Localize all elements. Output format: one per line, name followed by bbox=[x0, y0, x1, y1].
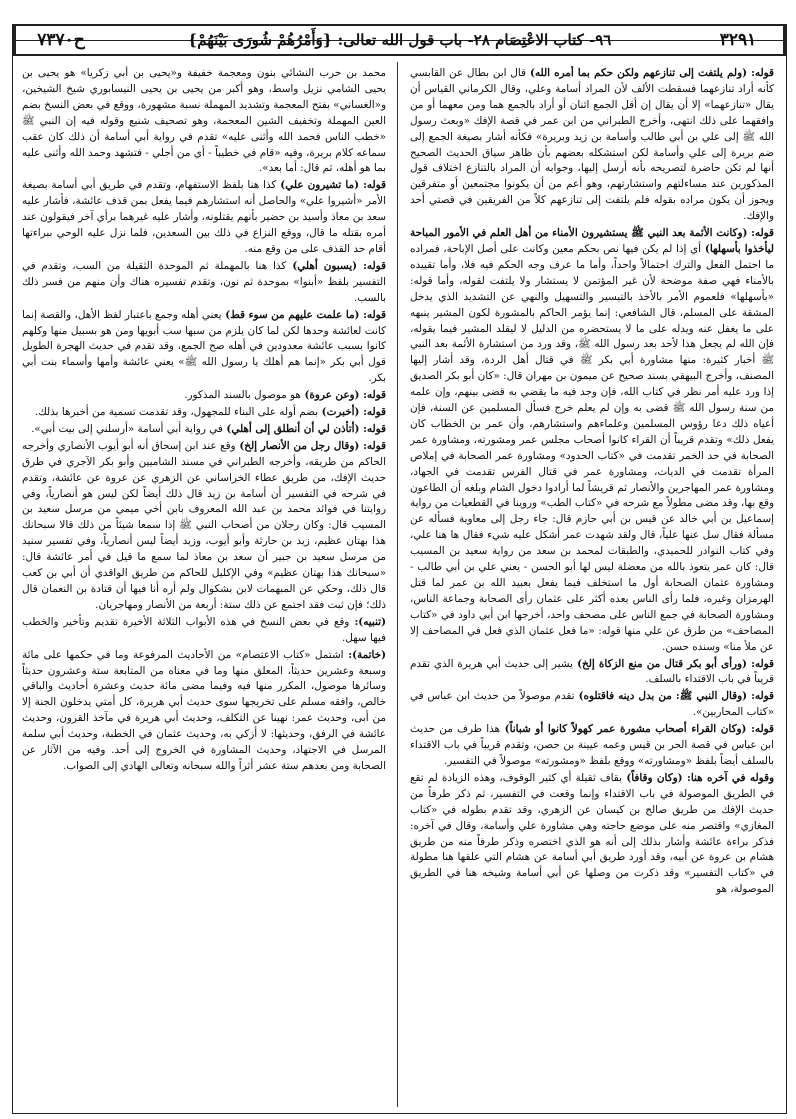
paragraph-text: بضم أوله على البناء للمجهول، وقد تقدمت تسمية من أخبرها بذلك. bbox=[34, 406, 319, 419]
paragraph bbox=[22, 439, 386, 614]
paragraph bbox=[410, 722, 774, 770]
paragraph-heading: قوله: (ما تشيرون علي) bbox=[276, 179, 386, 192]
paragraph-heading: قوله: (ولم يلتفت إلى تنازعهم ولكن حكم بما أمره الله) bbox=[525, 67, 774, 79]
paragraph bbox=[22, 259, 386, 307]
paragraph-text: اشتمل «كتاب الاعتصام» من الأحاديث المرفوعة وما في حكمها على مائة وسبعة وعشرين حديثاً، المعلق منها وما في معناه من المتابعة ستة وعشرون حديثاً وسائرها موصول، المكرر منها فيه وفيما مضى مائة حديث وعشرة أحاديث والباقي خالص، وافقه مسلم على تخريجها سوى حديث أبي هريرة، كل أمتي يدخلون الجنة إلا من أبى، وحديث عمر: نهينا عن التكلف، وحديث أبي هريرة في مآخذ القرون، وحديث عائشة في الرفق، وحديثها: لا أزكي به، وحديث عثمان في الخطبة، وحديث أبي سلمة المرسل في الاجتهاد، وحديث المشاورة في الخروج إلى أحد. وفيه من الآثار عن الصحابة ومن بعدهم ستة عشر أثراً والله سبحانه وتعالى الهادي إلى الصواب. bbox=[22, 648, 386, 772]
paragraph bbox=[410, 771, 774, 898]
paragraph-heading: قوله: (أخبرت) bbox=[318, 406, 386, 419]
paragraph-text: محمد بن حرب النشائي بنون ومعجمة خفيفة و«يحيى بن أبي زكريا» هو يحيى بن يحيى الشامي نزيل واسط، وهو أكبر من يحيى بن يحيى النيسابوري شيخ الشيخين، و«الغساني» بفتح المعجمة وتشديد المهملة نسبة مشهورة، ووقع في بعض النسخ بضم العين المهملة وتخفيف الشين المعجمة، وهو تصحيف شنيع وقوله فيه إن النبي ﷺ «خطب الناس فحمد الله وأثنى عليه» تقدم في رواية أبي أسامة أن ذلك كان عقب سماعه كلام بريرة، وفيه «قام في خطيباً - أي من أجلي - فتشهد وحمد الله وأثنى عليه بما هو أهله، ثم قال: أما بعد». bbox=[22, 67, 386, 175]
paragraph-heading: قوله: (وكانت الأئمة بعد النبي ﷺ يستشيرون الأمناء من أهل العلم في الأمور المباحة ليأخذوا بأسهلها) bbox=[410, 227, 774, 255]
paragraph-text: وقع عند ابن إسحاق أنه أبو أيوب الأنصاري وأخرجه الحاكم من طريقه، وأخرجه الطبراني في مسند الشاميين وأبو بكر الآجري في طرق حديث الإفك، من طريق عطاء الخراساني عن الزهري عن عروة عن عائشة، وتقدم في شرحه في التفسير أن أسامة بن زيد قال ذلك أيضاً لكن ليس هو أنصارياً، وفي روايتنا في فوائد محمد بن عبد الله المعروف بابن أخي ميمي من مرسل سعيد بن المسيب قال: وكان رجلان من أصحاب النبي ﷺ إذا سمعا شيئاً من ذلك قالا سبحانك هذا بهتان عظيم، زيد بن حارثة وأبو أيوب، وزيد أيضاً ليس أنصارياً، وفي تفسير سنيد من مرسل سعيد بن جبير أن سعد بن معاذ لما سمع ما قيل في أمر عائشة قال: «سبحانك هذا بهتان عظيم» وفي الإكليل للحاكم من طريق الواقدي أن أبي بن كعب قال ذلك، وحكي عن المبهمات لابن بشكوال ولم أره أنا فيها أن قتادة بن النعمان قال ذلك؛ فإن ثبت فقد اجتمع عن ذلك ستة: أربعة من الأنصار ومهاجريان. bbox=[22, 439, 386, 611]
paragraph-text: وقع في بعض النسخ في هذه الأبواب الثلاثة الأخيرة تقديم وتأخير والخطب فيها سهل. bbox=[22, 615, 386, 644]
paragraph-text: هذا طرف من حديث ابن عباس في قصة الحر بن قيس وعمه عيينة بن حصن، وتقدم قريباً في باب الاقتداء بالسلف أيضاً بلفظ «ومشاورته» ووقع بلفظ «ومشورته» موصولاً في التفسير. bbox=[410, 723, 774, 767]
paragraph bbox=[22, 405, 386, 421]
paragraph-heading: قوله: (وكان القراء أصحاب مشورة عمر كهولاً كانوا أو شباناً) bbox=[500, 723, 774, 736]
paragraph-heading: قوله: (يسبون أهلي) bbox=[286, 259, 386, 272]
paragraph-text: بقاف ثقيلة أي كثير الوقوف، وهذه الزيادة لم تقع في الطريق الموصولة في باب الاقتداء وإنما وقعت في التفسير، ثم ذكر طرفاً من حديث الإفك من طريق صالح بن كيسان عن الزهري، وقد تقدم بطوله في «كتاب المغازي» واقتصر منه على موضع حاجته وهي مشاورة علي وأسامة، وقال في آخره: فذكر براءة عائشة وأشار بذلك إلى أنه هو الذي اختصره وذكر طرفاً منه من طريق هشام بن عروة عن أبيه، وقد أورد طريق أبي أسامة عن هشام التي علقها هنا مطولة في «كتاب التفسير» وقد ذكرت من وصلها عن أبي أسامة وشيخه هنا في الطريق الموصولة، هو bbox=[410, 771, 774, 896]
hadith-reference: ح٧٣٧٠ bbox=[14, 26, 106, 54]
paragraph bbox=[22, 178, 386, 258]
page-header bbox=[12, 24, 787, 56]
paragraph-heading: قوله: (وقال النبي ﷺ: من بدل دينه فاقتلوه) bbox=[574, 690, 774, 703]
paragraph-text: في رواية أبي أسامة «أرسلني إلى بيت أبي». bbox=[31, 422, 223, 435]
paragraph bbox=[22, 66, 386, 177]
paragraph-heading: وقوله في آخره هنا: (وكان وقافاً) bbox=[621, 771, 774, 784]
running-title: ٩٦- كتاب الاعْتِصَام ٢٨- باب قول الله تعالى: {وَأَمْرُهُمْ شُورَى بَيْنَهُمْ} bbox=[187, 31, 612, 49]
paragraph-text: تقدم موصولاً من حديث ابن عباس في «كتاب المحاربين». bbox=[410, 690, 774, 719]
paragraph-heading: (تنبيه): bbox=[349, 615, 386, 628]
paragraph-text: كذا هنا بالمهملة ثم الموحدة الثقيلة من السب، وتقدم في التفسير بلفظ «أبنوا» بموحدة ثم نون، وتقدم تفسيره هناك وأن منهم من فسر ذلك بالسب. bbox=[22, 259, 386, 304]
paragraph bbox=[22, 388, 386, 404]
paragraph-heading: (خاتمة): bbox=[343, 648, 386, 661]
paragraph-text: يعني أهله وجمع باعتبار لفظ الأهل، والقصة إنما كانت لعائشة وحدها لكن لما كان يلزم من سبها سب أبويها ومن هو بسبيل منها وكلهم كانوا بسبب عائشة معدودين في أهله صح الجمع، وقد تقدم في حديث الهجرة الطويل قول أبي بكر «إنما هم أهلك يا رسول الله ﷺ» يعني عائشة وأمها وأسماء بنت أبي بكر. bbox=[22, 308, 386, 385]
paragraph-heading: قوله: (ما علمت عليهم من سوء قط) bbox=[221, 308, 386, 321]
paragraph-heading: قوله: (أتأذن لي أن أنطلق إلى أهلي) bbox=[222, 422, 386, 435]
paragraph bbox=[410, 226, 774, 655]
paragraph-text: هو موصول بالسند المذكور. bbox=[184, 389, 301, 402]
paragraph bbox=[22, 648, 386, 775]
column-divider bbox=[397, 62, 398, 1107]
paragraph bbox=[410, 66, 774, 225]
page-number: ٣٢٩١ bbox=[693, 26, 785, 54]
paragraph bbox=[22, 615, 386, 647]
right-column bbox=[410, 66, 774, 1106]
paragraph bbox=[410, 657, 774, 689]
paragraph-text: قال ابن بطال عن القابسي كأنه أراد تنازعهما فسقطت الألف لأن المراد أسامة وعلي، وقال الكرماني القياس أن يقال «تنازعهما» إلا أن يقال إن أقل الجمع اثنان أو أراد بالجمع هما ومن معهما أو من وافقهما على ذلك انتهى، وأخرج الطبراني من ابن عمر في قصة الإفك «وبعث رسول الله ﷺ إلى علي بن أبي طالب وأسامة بن زيد وبريرة» فكأنه أشار بصيغة الجمع إلى ضم بريرة إلى علي وأسامة لكن استشكله بعضهم بأن ظاهر سياق الحديث الصحيح أنها لم تكن حاضرة لتصريحه بأنه أرسل إليها، وجوابه أن المراد بالتنازع اختلاف قول المذكورين عند مساءلتهم واستشارتهم، وهو أعم من أن يكونوا مجتمعين أو متفرقين ويجوز أن يكون مراده بقوله فلم يلتفت إلى تنازعهم كلاً من الفريقين في قصتي أحد والإفك. bbox=[410, 67, 774, 223]
paragraph bbox=[410, 689, 774, 721]
paragraph-text: يشير إلى حديث أبي هريرة الذي تقدم قريباً في باب الاقتداء بالسلف. bbox=[410, 657, 774, 686]
paragraph-heading: قوله: (ورأى أبو بكر قتال من منع الزكاة إلخ) bbox=[572, 657, 774, 670]
paragraph-text: كذا هنا بلفظ الاستفهام، وتقدم في طريق أبي أسامة بصيغة الأمر «أشيروا علي» والحاصل أنه استشارهم فيما يفعل بمن قذف عائشة، فأشار عليه سعد بن معاذ وأسيد بن حضير بأنهم يقتلونه، وأشار عليه غيرهما برأي آخر فيقولون عند أمره بقتله ما قال، ووقع النزاع في ذلك بين السعدين، فلما نزل عليه الوحي ببراءتها أقام حد القذف على من وقع منه. bbox=[22, 179, 386, 255]
paragraph-heading: قوله: (وعن عروة) bbox=[300, 389, 386, 402]
paragraph-heading: قوله: (وقال رجل من الأنصار إلخ) bbox=[235, 439, 386, 452]
paragraph bbox=[22, 308, 386, 388]
paragraph bbox=[22, 422, 386, 438]
paragraph-text: أي إذا لم يكن فيها نص بحكم معين وكانت على أصل الإباحة، فمراده ما احتمل الفعل والترك احتمالاً واحداً، وأما ما عرف وجه الحكم فيه فلا، وأما تقييده بالأمناء فهي صفة موضحة لأن غير المؤتمن لا يستشار ولا يلتفت لقوله، وأما قوله: «بأسهلها» فلعموم الأمر بالأخذ بالتيسير والتسهيل والنهي عن التشديد الذي يدخل المشقة على المسلم، قال الشافعي: إنما يؤمر الحاكم بالمشورة لكون المشير ينبهه على ما يغفل عنه ويدله على ما لا يستحضره من الدليل لا ليقلد المشير فيما يقوله، فإن الله لم يجعل هذا لأحد بعد رسول الله ﷺ، وقد ورد من استشارة الأئمة بعد النبي ﷺ أخبار كثيرة: منها مشاورة أبي بكر ﷺ في قتال أهل الردة، وقد أشار إليها المصنف، وأخرج البيهقي بسند صحيح عن ميمون بن مهران قال: «كان أبو بكر الصديق إذا ورد عليه أمر نظر في كتاب الله، فإن وجد فيه ما يقضي به قضى بينهم، وإن علمه من سنة رسول الله ﷺ قضى به وإن لم يعلم خرج فسأل المسلمين عن السنة، فإن أعياه ذلك دعا رؤوس المسلمين وعلماءهم واستشارهم، وأن عمر بن الخطاب كان يفعل ذلك» وتقدم قريباً أن القراء كانوا أصحاب مجلس عمر ومشورته، ومشاورة عمر الصحابة في حد الخمر تقدمت في «كتاب الحدود» ومشاورة عمر الصحابة في إملاص المرأة تقدمت في الديات، ومشاورة عمر في قتال الفرس تقدمت في الجهاد، ومشاورة عمر المهاجرين والأنصار ثم قريشاً لما أرادوا دخول الشام وبلغه أن الطاعون وقع بها، وقد مضى مطولاً مع شرحه في «كتاب الطب» وروينا في القطعيات من رواية إسماعيل بن أبي خالد عن قيس بن أبي حازم قال: جاء رجل إلى معاوية فسأله عن مسألة فقال سل عنها علياً، قال ولقد شهدت عمر أشكل عليه شيء فقال ها هنا علي، وفي كتاب النوادر للحميدي، والطبقات لمحمد بن سعد من رواية سعيد بن المسيب قال: كان عمر يتعوذ بالله من معضلة ليس لها أبو الحسن - يعني علي بن أبي طالب - ومشاورة عثمان الصحابة أول ما استخلف فيما يفعل بعبيد الله بن عمر لما قتل الهرمزان وغيره، فلما رأى الناس بعده أكثر على عثمان رأى الصحابة وجماعة الناس، ومشاورة الصحابة في جمع الناس على مصحف واحد، أخرجها ابن أبي داود في «كتاب المصاحف» من طرق عن علي منها قوله: «ما فعل عثمان الذي فعل في المصاحف إلا عن ملأ منا» وسنده حسن. bbox=[410, 242, 774, 653]
left-column bbox=[22, 66, 386, 1106]
